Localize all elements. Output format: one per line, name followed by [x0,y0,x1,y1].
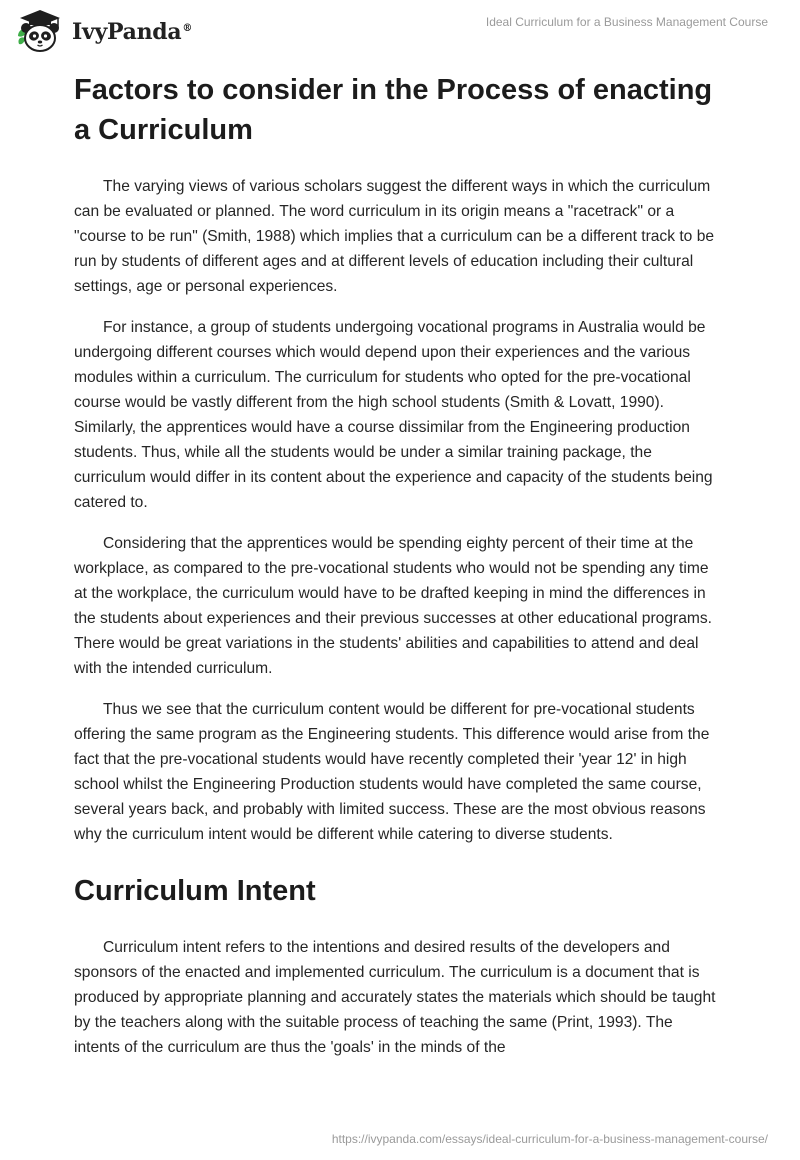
paragraph: For instance, a group of students undergoing vocational programs in Australia would be undergoing different courses which would depend upon their experiences and the various modules within a curriculum. The curriculum for students who opted for the pre-vocational course would be vastly different from the high school students (Smith & Lovatt, 1990). Similarly, the apprentices would have a course dissimilar from the Engineering production students. Thus, while all the students would be under a similar training package, the curriculum would differ in its content about the experience and capacity of the students being catered to. [74,319,713,511]
paragraph: Curriculum intent refers to the intentions and desired results of the developers and sponsors of the enacted and implemented curriculum. The curriculum is a document that is produced by appropriate planning and accurately states the materials which should be taught by the teachers along with the suitable process of teaching the same (Print, 1993). The intents of the curriculum are thus the 'goals' in the minds of the [74,939,716,1056]
brand-name: IvyPanda® [72,19,193,45]
paragraph: Thus we see that the curriculum content would be different for pre-vocational students offering the same program as the Engineering students. This difference would arise from the fact that the pre-vocational students would have recently completed their 'year 12' in high school whilst the Engineering Production students would have completed the same course, several years back, and probably with limited success. These are the most obvious reasons why the curriculum intent would be different while catering to diverse students. [74,701,710,843]
paragraph: Considering that the apprentices would be spending eighty percent of their time at the workplace, as compared to the pre-vocational students who would not be spending any time at the workplace, the curriculum would have to be drafted keeping in mind the differences in the students about experiences and their previous successes at other educational programs. There would be great variations in the students' abilities and capabilities to attend and deal with the intended curriculum. [74,535,712,677]
page-header [0,0,800,60]
panda-mascot-icon [14,8,66,52]
brand-logo[interactable] [14,8,192,52]
paragraph: The varying views of various scholars suggest the different ways in which the curriculum can be evaluated or planned. The word curriculum in its origin means a "racetrack" or a "course to be run" (Smith, 1988) which implies that a curriculum can be a different track to be run by students of different ages and at different levels of education including their cultural settings, age or personal experiences. [74,178,715,295]
section-heading: Curriculum Intent [74,875,316,907]
article-body [74,70,722,1076]
source-url-link[interactable]: https://ivypanda.com/essays/ideal-curriculum-for-a-business-management-course/ [331,1132,768,1146]
document-title: Ideal Curriculum for a Business Management Course [485,15,768,29]
section-heading: Factors to consider in the Process of enacting a Curriculum [74,74,713,146]
